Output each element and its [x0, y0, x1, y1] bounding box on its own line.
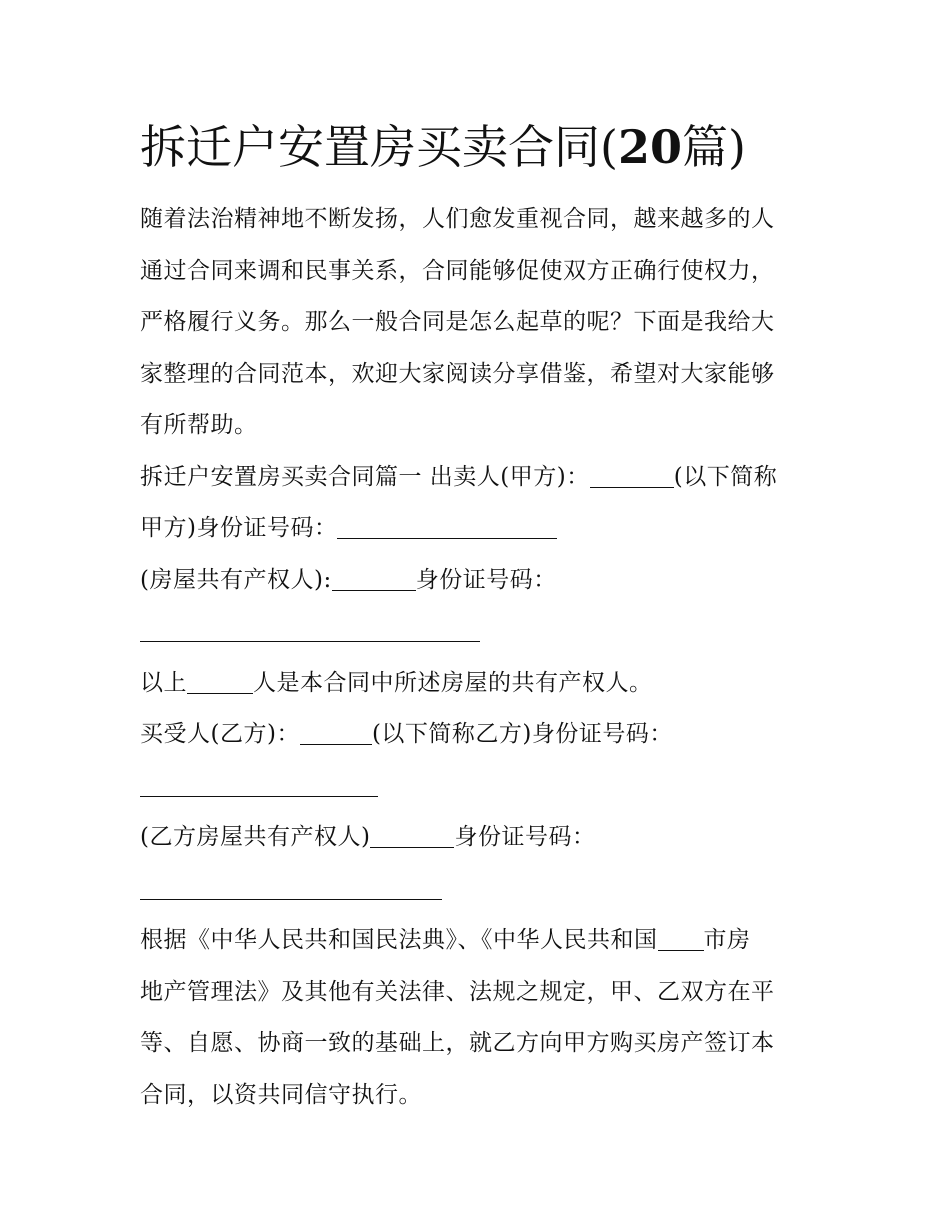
- basis-line-1-prefix: 根据《中华人民共和国民法典》、《中华人民共和国: [140, 927, 658, 953]
- coowner-statement-prefix: 以上: [140, 669, 187, 696]
- coowner-count-blank[interactable]: [187, 670, 253, 694]
- coowner-statement-suffix: 人是本合同中所述房屋的共有产权人。: [253, 669, 653, 696]
- intro-paragraph: [140, 194, 820, 452]
- basis-line: 地产管理法》及其他有关法律、法规之规定，甲、乙双方在平: [140, 978, 775, 1005]
- seller-coowner-line: [140, 555, 820, 607]
- buyer-coowner-name-blank[interactable]: [370, 824, 454, 848]
- seller-abbrev-label: (以下简称: [673, 463, 778, 490]
- buyer-coowner-line: [140, 812, 820, 864]
- seller-coowner-section: [140, 555, 820, 658]
- intro-line: 随着法治精神地不断发扬，人们愈发重视合同，越来越多的人: [140, 206, 775, 232]
- city-blank[interactable]: [658, 927, 704, 951]
- intro-line: 严格履行义务。那么一般合同是怎么起草的呢？下面是我给大: [140, 309, 775, 335]
- buyer-coowner-label: (乙方房屋共有产权人): [140, 824, 371, 850]
- seller-line-2: [140, 503, 820, 555]
- basis-line-1-suffix: 市房: [703, 927, 751, 953]
- basis-line-1: [140, 915, 820, 967]
- seller-coowner-name-blank[interactable]: [332, 567, 416, 591]
- intro-line: 有所帮助。: [140, 412, 258, 438]
- buyer-coowner-id-line: [140, 864, 820, 916]
- coowner-statement: [140, 658, 820, 710]
- document-title: [140, 118, 820, 176]
- buyer-coowner-section: [140, 812, 820, 915]
- seller-coowner-id-blank[interactable]: [140, 618, 480, 642]
- seller-line-1: [140, 452, 820, 504]
- title-text: 拆迁户安置房买卖合同(: [140, 120, 618, 174]
- seller-coowner-id-label: 身份证号码：: [415, 566, 557, 593]
- coowner-statement-line: [140, 658, 820, 710]
- seller-id-blank[interactable]: [337, 515, 557, 539]
- document-content: [140, 118, 820, 1121]
- seller-section: [140, 452, 820, 555]
- buyer-line: [140, 709, 820, 761]
- basis-line: 等、自愿、协商一致的基础上，就乙方向甲方购买房产签订本: [140, 1030, 775, 1056]
- seller-name-blank[interactable]: [590, 464, 674, 488]
- buyer-coowner-id-blank[interactable]: [140, 876, 442, 900]
- buyer-id-blank[interactable]: [140, 773, 378, 797]
- basis-paragraph: [140, 915, 820, 1121]
- seller-label: 拆迁户安置房买卖合同篇一 出卖人(甲方)：: [140, 463, 590, 490]
- buyer-label: 买受人(乙方)：: [140, 721, 300, 747]
- buyer-name-blank[interactable]: [300, 721, 372, 745]
- buyer-section: [140, 709, 820, 812]
- seller-coowner-id-line: [140, 606, 820, 658]
- title-count: 20: [617, 120, 682, 174]
- intro-line: 家整理的合同范本，欢迎大家阅读分享借鉴，希望对大家能够: [140, 360, 775, 387]
- title-suffix: 篇): [681, 120, 746, 174]
- seller-id-label: 甲方)身份证号码：: [140, 515, 338, 541]
- buyer-id-label: (以下简称乙方)身份证号码：: [371, 721, 673, 747]
- seller-coowner-label: (房屋共有产权人):: [140, 566, 332, 593]
- buyer-coowner-id-label: 身份证号码：: [454, 824, 596, 850]
- intro-line: 通过合同来调和民事关系，合同能够促使双方正确行使权力，: [140, 257, 775, 284]
- basis-line: 合同，以资共同信守执行。: [140, 1081, 422, 1108]
- buyer-id-line: [140, 761, 820, 813]
